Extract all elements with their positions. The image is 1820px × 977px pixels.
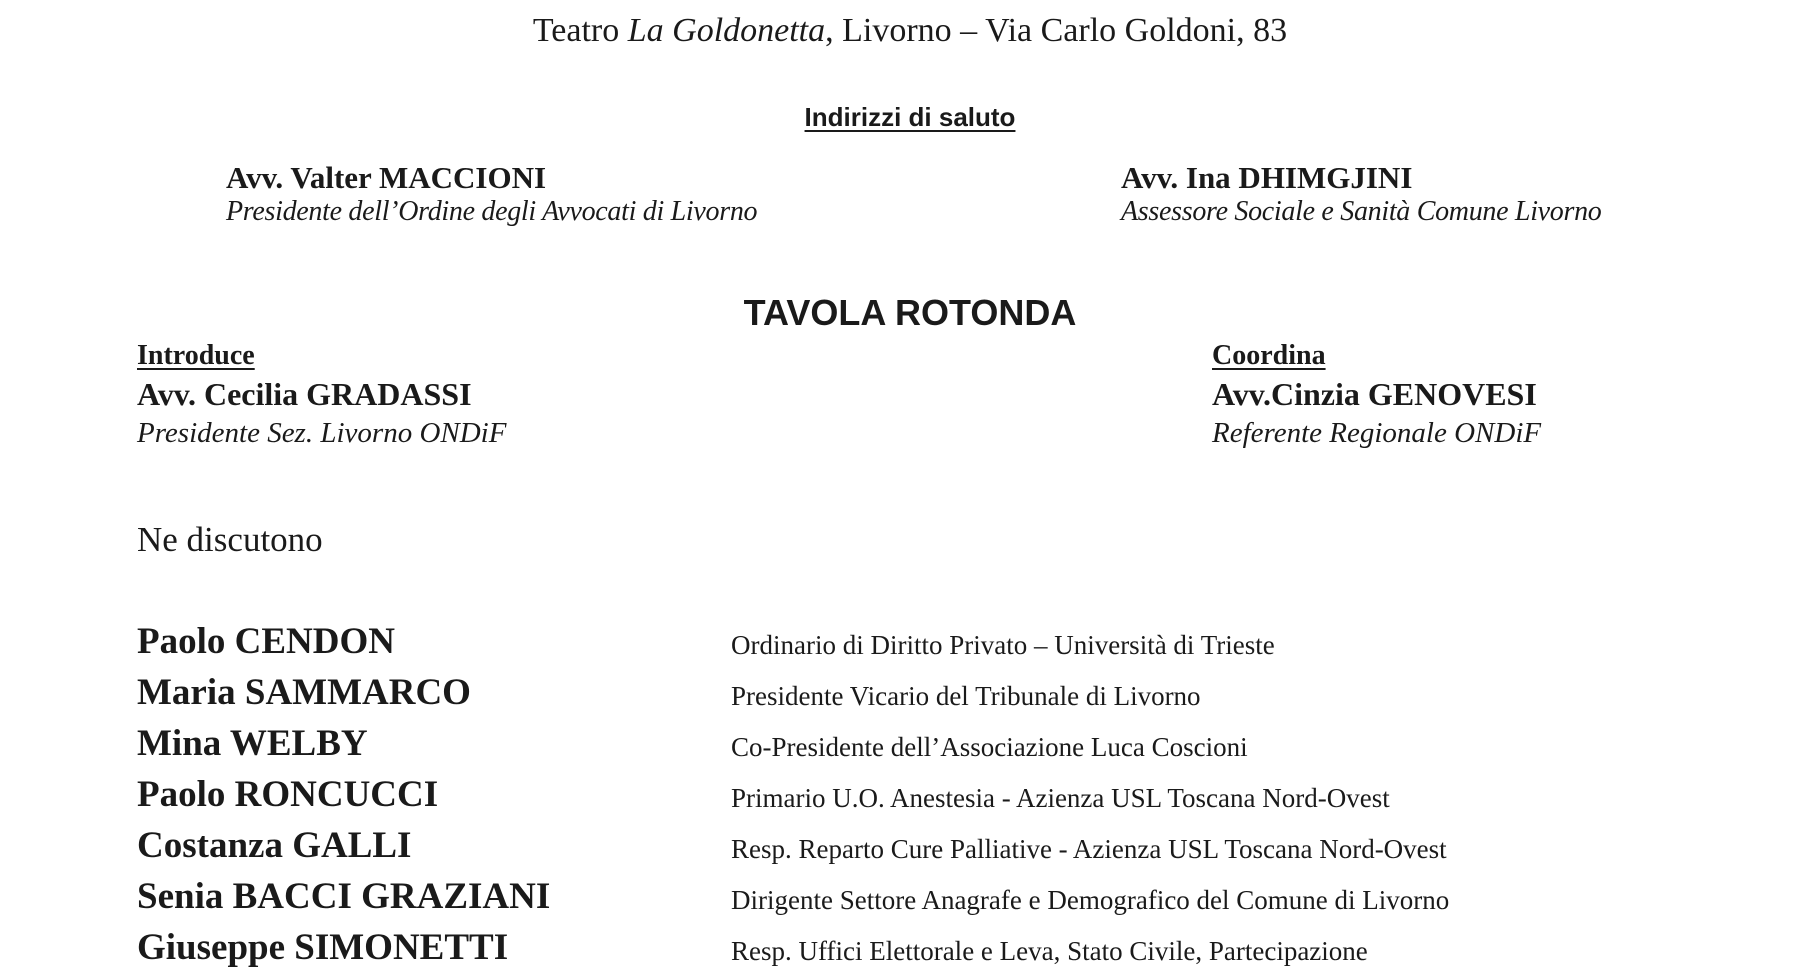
venue-line (0, 12, 1820, 50)
panelist-role: Ordinario di Diritto Privato – Università di Trieste (731, 630, 1275, 660)
greeter-name: Avv. Valter MACCIONI (226, 160, 547, 195)
round-table-heading: TAVOLA ROTONDA (743, 292, 1077, 333)
introduce-label: Introduce (137, 340, 255, 371)
greeter-name: Avv. Ina DHIMGJINI (1121, 160, 1413, 195)
greeter-right (1121, 160, 1602, 228)
greeter-left (226, 160, 757, 228)
greeter-role: Assessore Sociale e Sanità Comune Livorno (1121, 196, 1602, 227)
list-item (137, 671, 1777, 722)
greetings-heading-text: Indirizzi di saluto (804, 102, 1016, 132)
coordinator-name: Avv.Cinzia GENOVESI (1212, 376, 1537, 412)
venue-address: , Livorno – Via Carlo Goldoni, 83 (825, 12, 1288, 49)
panelist-name: Maria SAMMARCO (137, 672, 471, 713)
introducer-block (137, 340, 506, 450)
panelist-role: Primario U.O. Anestesia - Azienza USL Toscana Nord-Ovest (731, 783, 1390, 813)
greeter-role: Presidente dell’Ordine degli Avvocati di Livorno (226, 196, 758, 227)
coordina-label: Coordina (1212, 340, 1326, 371)
panelist-name: Costanza GALLI (137, 825, 412, 866)
list-item (137, 824, 1777, 875)
panelist-name: Paolo CENDON (137, 621, 395, 662)
panelist-role: Co-Presidente dell’Associazione Luca Coscioni (731, 732, 1248, 762)
venue-name: La Goldonetta (627, 12, 826, 49)
panelist-name: Senia BACCI GRAZIANI (137, 876, 551, 917)
introducer-role: Presidente Sez. Livorno ONDiF (137, 417, 507, 449)
discussants-intro: Ne discutono (137, 520, 323, 559)
coordinator-role: Referente Regionale ONDiF (1212, 417, 1542, 449)
panelist-name: Mina WELBY (137, 723, 368, 764)
coordinator-block (1212, 340, 1541, 450)
list-item (137, 926, 1777, 977)
list-item (137, 773, 1777, 824)
panelist-role: Dirigente Settore Anagrafe e Demografico del Comune di Livorno (731, 885, 1450, 915)
list-item (137, 875, 1777, 926)
panelist-name: Paolo RONCUCCI (137, 774, 439, 815)
venue-prefix: Teatro (532, 12, 628, 49)
panelist-role: Resp. Uffici Elettorale e Leva, Stato Civile, Partecipazione (731, 936, 1368, 966)
greetings-heading (0, 102, 1820, 133)
panelist-name: Giuseppe SIMONETTI (137, 927, 509, 968)
list-item (137, 620, 1777, 671)
panelist-role: Resp. Reparto Cure Palliative - Azienza USL Toscana Nord-Ovest (731, 834, 1447, 864)
panelist-role: Presidente Vicario del Tribunale di Livorno (731, 681, 1201, 711)
panelist-list (137, 620, 1777, 977)
introducer-name: Avv. Cecilia GRADASSI (137, 376, 472, 412)
list-item (137, 722, 1777, 773)
